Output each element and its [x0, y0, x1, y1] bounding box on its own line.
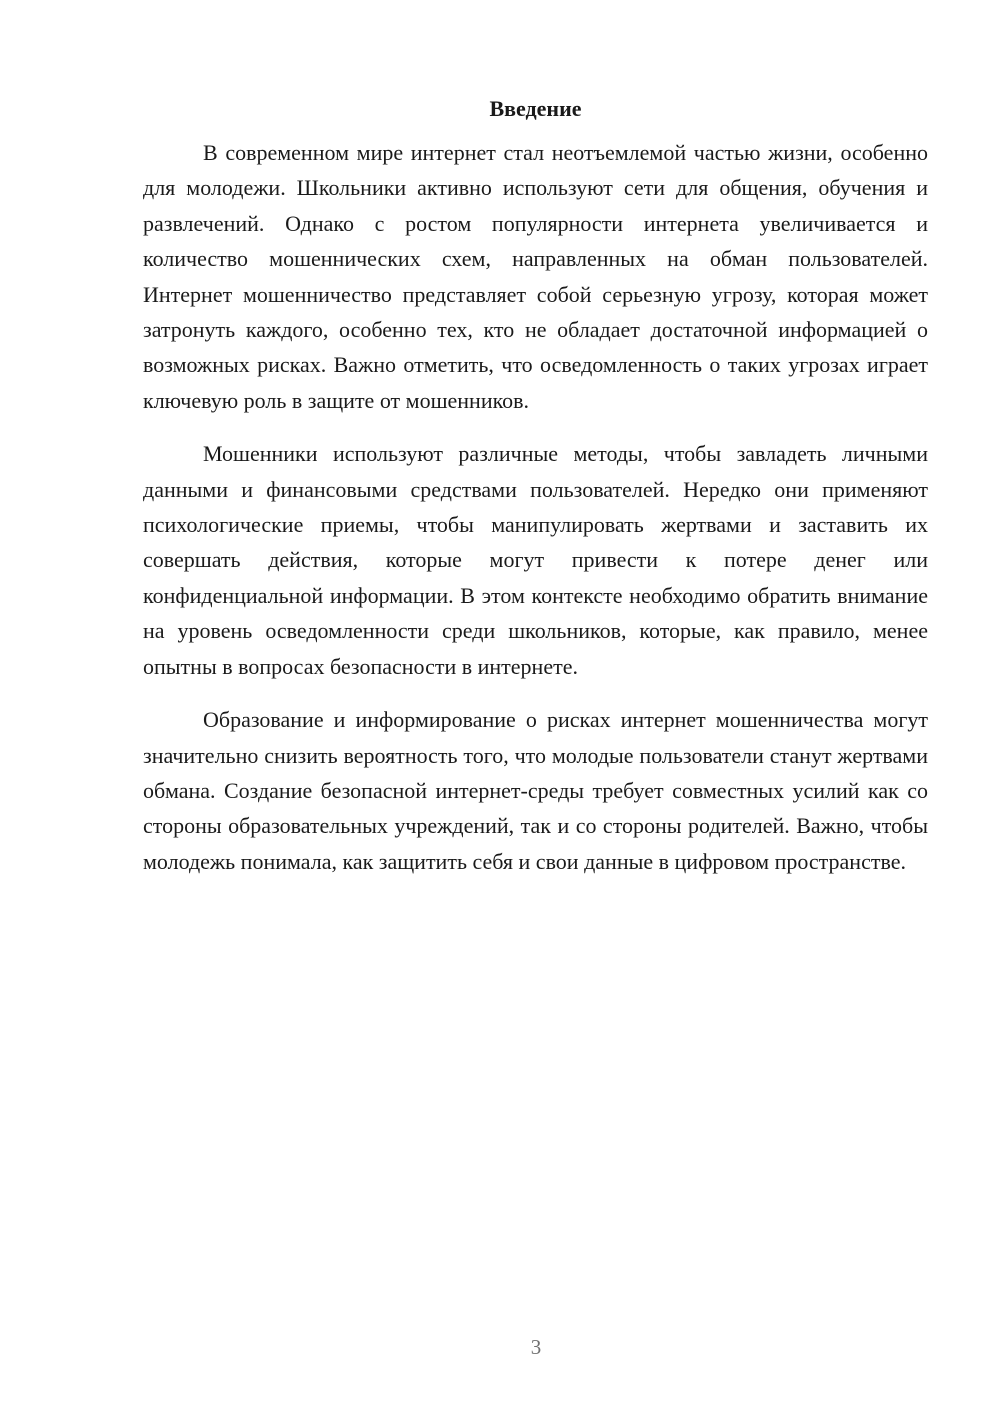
paragraph-1: В современном мире интернет стал неотъемлемой частью жизни, особенно для молодежи. Школьники активно используют сети для общения, обучения и развлечений. Однако с ростом популярности интернета увеличивается и количество мошеннических схем, направленных на обман пользователей. Интернет мошенничество представляет собой серьезную угрозу, которая может затронуть каждого, особенно тех, кто не обладает достаточной информацией о возможных рисках. Важно отметить, что осведомленность о таких угрозах играет ключевую роль в защите от мошенников.	[143, 140, 928, 413]
paragraph-3: Образование и информирование о рисках интернет мошенничества могут значительно снизить вероятность того, что молодые пользователи станут жертвами обмана. Создание безопасной интернет-среды требует совместных усилий как со стороны образовательных учреждений, так и со стороны родителей. Важно, чтобы молодежь понимала, как защитить себя и свои данные в цифровом пространстве.	[143, 707, 928, 874]
section-title: Введение	[489, 96, 582, 121]
paragraph-2: Мошенники используют различные методы, чтобы завладеть личными данными и финансовыми средствами пользователей. Нередко они применяют психологические приемы, чтобы манипулировать жертвами и заставить их совершать действия, которые могут привести к потере денег или конфиденциальной информации. В этом контексте необходимо обратить внимание на уровень осведомленности среди школьников, которые, как правило, менее опытны в вопросах безопасности в интернете.	[143, 441, 928, 679]
page-number: 3	[530, 1335, 542, 1359]
page-content	[143, 94, 928, 897]
